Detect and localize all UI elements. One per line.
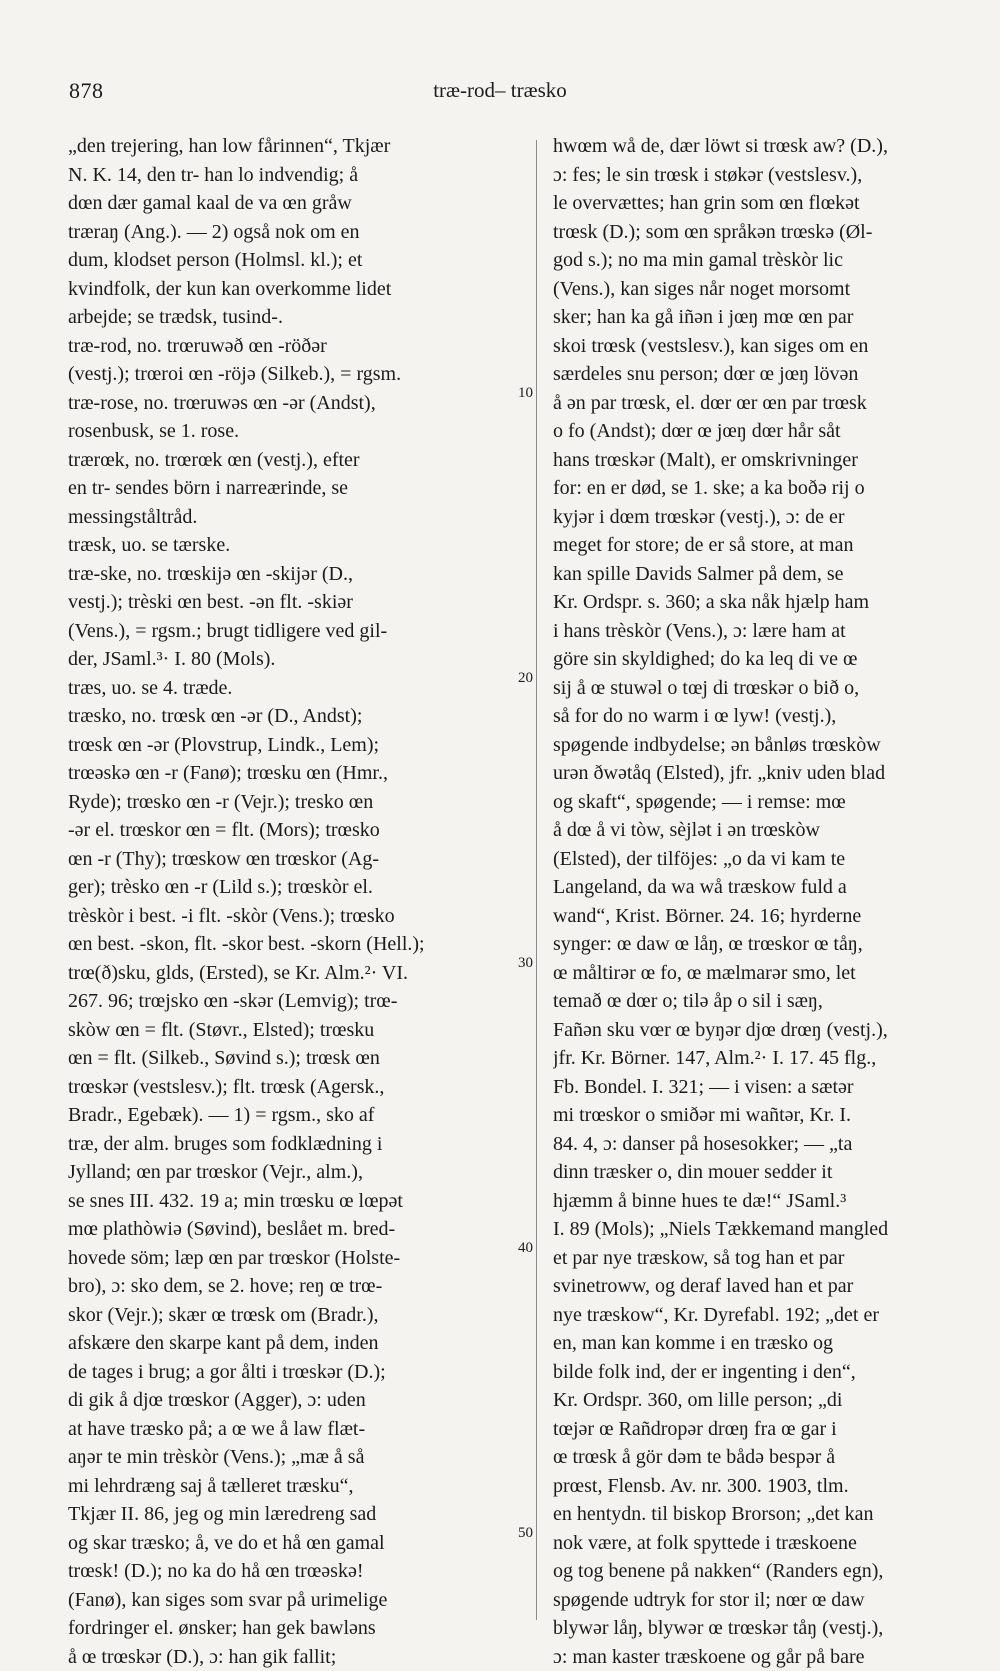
- text-line: ɔ: fes; le sin trœsk i støkər (vestslesv.),: [553, 161, 988, 190]
- text-line: skor (Vejr.); skær œ trœsk om (Bradr.),: [68, 1301, 519, 1330]
- margin-line-number: 40: [518, 1240, 552, 1257]
- text-line: for: en er død, se 1. ske; a ka boðə rij o: [553, 474, 988, 503]
- text-line: en hentydn. til biskop Brorson; „det kan: [553, 1500, 988, 1529]
- text-line: mi trœskor o smiðər mi wañtər, Kr. I.: [553, 1101, 988, 1130]
- text-line: så for do no warm i œ lyw! (vestj.),: [553, 702, 988, 731]
- text-line: (vestj.); trœroi œn -röjə (Silkeb.), = rgsm.: [68, 360, 519, 389]
- text-line: trèskòr i best. -i flt. -skòr (Vens.); trœsko: [68, 902, 519, 931]
- right-column: [553, 132, 988, 1671]
- text-line: o fo (Andst); dœr œ jœŋ dœr hår såt: [553, 417, 988, 446]
- text-line: træ-rose, no. trœruwəs œn -ər (Andst),: [68, 389, 519, 418]
- text-line: (Fanø), kan siges som svar på urimelige: [68, 1586, 519, 1615]
- text-line: træsk, uo. se tærske.: [68, 531, 519, 560]
- text-line: messingståltråd.: [68, 503, 519, 532]
- text-line: œn -r (Thy); trœskow œn trœskor (Ag-: [68, 845, 519, 874]
- text-line: bro), ɔ: sko dem, se 2. hove; reŋ œ trœ-: [68, 1272, 519, 1301]
- text-line: Langeland, da wa wå træskow fuld a: [553, 873, 988, 902]
- text-line: 267. 96; trœjsko œn -skər (Lemvig); trœ-: [68, 987, 519, 1016]
- text-line: (Vens.), kan siges når noget morsomt: [553, 275, 988, 304]
- text-line: skoi trœsk (vestslesv.), kan siges om en: [553, 332, 988, 361]
- text-line: arbejde; se trædsk, tusind-.: [68, 303, 519, 332]
- text-line: Ryde); trœsko œn -r (Vejr.); tresko œn: [68, 788, 519, 817]
- text-line: nok være, at folk spyttede i træskoene: [553, 1529, 988, 1558]
- page-number: 878: [69, 78, 104, 104]
- text-line: temað œ dœr o; tilə åp o sil i sæŋ,: [553, 987, 988, 1016]
- text-line: dinn træsker o, din mouer sedder it: [553, 1158, 988, 1187]
- text-line: en, man kan komme i en træsko og: [553, 1329, 988, 1358]
- text-line: å dœ å vi tòw, sèjlət i ən trœskòw: [553, 816, 988, 845]
- margin-line-number: 20: [518, 670, 552, 687]
- margin-line-number: 10: [518, 385, 552, 402]
- text-line: meget for store; de er så store, at man: [553, 531, 988, 560]
- text-line: di gik å djœ trœskor (Agger), ɔ: uden: [68, 1386, 519, 1415]
- text-line: træ, der alm. bruges som fodklædning i: [68, 1130, 519, 1159]
- text-line: Kr. Ordspr. s. 360; a ska nåk hjælp ham: [553, 588, 988, 617]
- text-line: dum, klodset person (Holmsl. kl.); et: [68, 246, 519, 275]
- text-line: å ən par trœsk, el. dœr œr œn par trœsk: [553, 389, 988, 418]
- text-line: jfr. Kr. Börner. 147, Alm.²· I. 17. 45 flg.,: [553, 1044, 988, 1073]
- text-line: œn = flt. (Silkeb., Søvind s.); trœsk œn: [68, 1044, 519, 1073]
- text-line: N. K. 14, den tr- han lo indvendig; å: [68, 161, 519, 190]
- text-line: -ər el. trœskor œn = flt. (Mors); trœsko: [68, 816, 519, 845]
- text-line: trœsk! (D.); no ka do hå œn trœəskə!: [68, 1557, 519, 1586]
- text-line: god s.); no ma min gamal trèskòr lic: [553, 246, 988, 275]
- text-line: kvindfolk, der kun kan overkomme lidet: [68, 275, 519, 304]
- text-line: aŋər te min trèskòr (Vens.); „mæ å så: [68, 1443, 519, 1472]
- text-line: og skar træsko; å, ve do et hå œn gamal: [68, 1529, 519, 1558]
- text-line: bilde folk ind, der er ingenting i den“,: [553, 1358, 988, 1387]
- text-line: tœjər œ Rañdropər drœŋ fra œ gar i: [553, 1415, 988, 1444]
- text-line: Kr. Ordspr. 360, om lille person; „di: [553, 1386, 988, 1415]
- column-divider: [536, 140, 537, 1620]
- text-line: afskære den skarpe kant på dem, inden: [68, 1329, 519, 1358]
- text-line: (Vens.), = rgsm.; brugt tidligere ved gil-: [68, 617, 519, 646]
- text-line: blywər låŋ, blywər œ trœskər tåŋ (vestj.),: [553, 1614, 988, 1643]
- text-line: hovede söm; læp œn par trœskor (Holste-: [68, 1244, 519, 1273]
- text-line: at have træsko på; a œ we å law flæt-: [68, 1415, 519, 1444]
- text-line: et par nye træskow, så tog han et par: [553, 1244, 988, 1273]
- text-line: spøgende udtryk for stor il; nœr œ daw: [553, 1586, 988, 1615]
- text-line: sker; han ka gå iñən i jœŋ mœ œn par: [553, 303, 988, 332]
- margin-line-number: 30: [518, 955, 552, 972]
- text-line: œn best. -skon, flt. -skor best. -skorn (Hell.);: [68, 930, 519, 959]
- text-line: Tkjær II. 86, jeg og min læredreng sad: [68, 1500, 519, 1529]
- text-line: göre sin skyldighed; do ka leq di ve œ: [553, 645, 988, 674]
- text-line: å œ trœskər (D.), ɔ: han gik fallit;: [68, 1643, 519, 1671]
- text-line: svinetroww, og deraf laved han et par: [553, 1272, 988, 1301]
- text-line: skòw œn = flt. (Støvr., Elsted); trœsku: [68, 1016, 519, 1045]
- text-line: træsko, no. trœsk œn -ər (D., Andst);: [68, 702, 519, 731]
- text-line: mœ plathòwiə (Søvind), beslået m. bred-: [68, 1215, 519, 1244]
- text-line: prœst, Flensb. Av. nr. 300. 1903, tlm.: [553, 1472, 988, 1501]
- text-line: træ-ske, no. trœskijə œn -skijər (D.,: [68, 560, 519, 589]
- text-line: nye træskow“, Kr. Dyrefabl. 192; „det er: [553, 1301, 988, 1330]
- text-line: træs, uo. se 4. træde.: [68, 674, 519, 703]
- text-line: 84. 4, ɔ: danser på hosesokker; — „ta: [553, 1130, 988, 1159]
- text-line: trœsk œn -ər (Plovstrup, Lindk., Lem);: [68, 731, 519, 760]
- text-line: fordringer el. ønsker; han gek bawləns: [68, 1614, 519, 1643]
- text-line: trærœk, no. trœrœk œn (vestj.), efter: [68, 446, 519, 475]
- text-line: hjæmm å binne hues te dæ!“ JSaml.³: [553, 1187, 988, 1216]
- text-line: dœn dær gamal kaal de va œn gråw: [68, 189, 519, 218]
- text-line: vestj.); trèski œn best. -ən flt. -skiər: [68, 588, 519, 617]
- text-line: de tages i brug; a gor ålti i trœskər (D.);: [68, 1358, 519, 1387]
- text-line: Jylland; œn par trœskor (Vejr., alm.),: [68, 1158, 519, 1187]
- text-line: œ trœsk å gör dəm te bådə bespər å: [553, 1443, 988, 1472]
- text-line: trœəskə œn -r (Fanø); trœsku œn (Hmr.,: [68, 759, 519, 788]
- text-line: ger); trèsko œn -r (Lild s.); trœskòr el.: [68, 873, 519, 902]
- text-line: trœskər (vestslesv.); flt. trœsk (Agersk.,: [68, 1073, 519, 1102]
- text-line: sij å œ stuwəl o tœj di trœskər o bið o,: [553, 674, 988, 703]
- text-line: le overvættes; han grin som œn flœkət: [553, 189, 988, 218]
- text-line: rosenbusk, se 1. rose.: [68, 417, 519, 446]
- text-line: Bradr., Egebæk). — 1) = rgsm., sko af: [68, 1101, 519, 1130]
- text-line: Fb. Bondel. I. 321; — i visen: a sætər: [553, 1073, 988, 1102]
- text-line: wand“, Krist. Börner. 24. 16; hyrderne: [553, 902, 988, 931]
- text-line: synger: œ daw œ låŋ, œ trœskor œ tåŋ,: [553, 930, 988, 959]
- text-line: Fañən sku vœr œ byŋər djœ drœŋ (vestj.),: [553, 1016, 988, 1045]
- text-line: mi lehrdræng saj å tælleret træsku“,: [68, 1472, 519, 1501]
- text-line: kan spille Davids Salmer på dem, se: [553, 560, 988, 589]
- text-line: urən ðwətåq (Elsted), jfr. „kniv uden blad: [553, 759, 988, 788]
- margin-line-number: 50: [518, 1525, 552, 1542]
- text-line: ɔ: man kaster træskoene og går på bare: [553, 1643, 988, 1671]
- text-line: træraŋ (Ang.). — 2) også nok om en: [68, 218, 519, 247]
- text-line: og skaft“, spøgende; — i remse: mœ: [553, 788, 988, 817]
- text-line: spøgende indbydelse; ən bånløs trœskòw: [553, 731, 988, 760]
- text-line: træ-rod, no. trœruwəð œn -röðər: [68, 332, 519, 361]
- text-line: œ måltirər œ fo, œ mælmarər smo, let: [553, 959, 988, 988]
- text-line: i hans trèskòr (Vens.), ɔ: lære ham at: [553, 617, 988, 646]
- text-line: særdeles snu person; dœr œ jœŋ lövən: [553, 360, 988, 389]
- text-line: trœ(ð)sku, glds, (Ersted), se Kr. Alm.²· VI.: [68, 959, 519, 988]
- text-line: trœsk (D.); som œn språkən trœskə (Øl-: [553, 218, 988, 247]
- text-line: hans trœskər (Malt), er omskrivninger: [553, 446, 988, 475]
- text-line: se snes III. 432. 19 a; min trœsku œ lœpət: [68, 1187, 519, 1216]
- text-line: (Elsted), der tilföjes: „o da vi kam te: [553, 845, 988, 874]
- text-line: kyjər i dœm trœskər (vestj.), ɔ: de er: [553, 503, 988, 532]
- text-line: der, JSaml.³· I. 80 (Mols).: [68, 645, 519, 674]
- text-line: og tog benene på nakken“ (Randers egn),: [553, 1557, 988, 1586]
- text-line: hwœm wå de, dær löwt si trœsk aw? (D.),: [553, 132, 988, 161]
- text-line: I. 89 (Mols); „Niels Tækkemand mangled: [553, 1215, 988, 1244]
- running-head: træ-rod– træsko: [0, 78, 1000, 103]
- text-line: en tr- sendes börn i narreærinde, se: [68, 474, 519, 503]
- text-line: „den trejering, han low fårinnen“, Tkjær: [68, 132, 519, 161]
- left-column: [68, 132, 519, 1671]
